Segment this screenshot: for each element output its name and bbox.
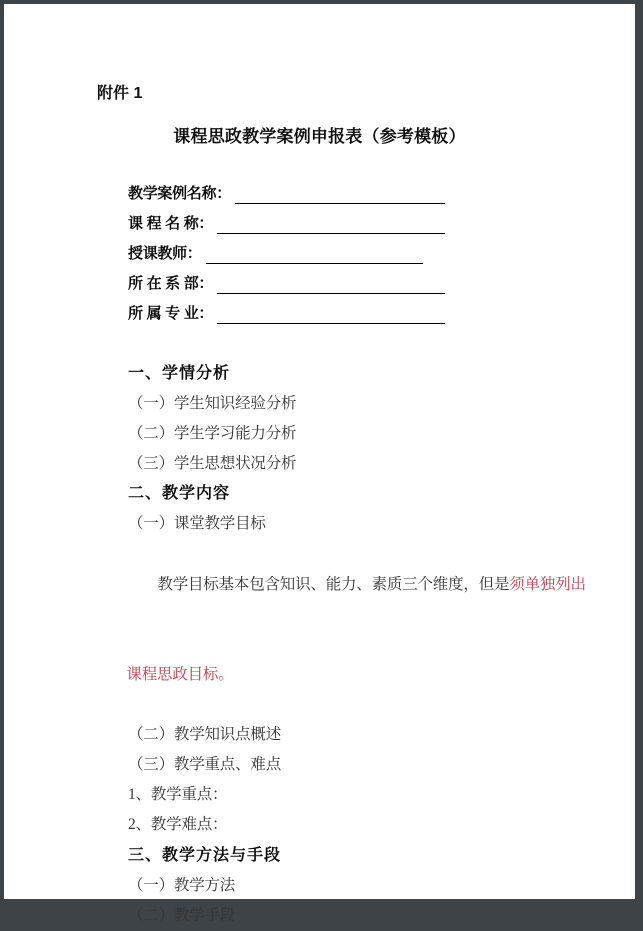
subsection-item: （一）教学方法: [128, 876, 236, 894]
numbered-item: 1、教学重点：: [128, 786, 228, 804]
form-row-major: [128, 304, 445, 334]
teacher-label: 授课教师：: [128, 245, 202, 262]
major-label: 所 属 专 业：: [128, 305, 214, 322]
application-form: [4, 184, 635, 334]
objective-paragraph-line-2: [97, 630, 583, 720]
attachment-label: 附件 1: [97, 85, 143, 102]
subsection-item: （三）学生思想状况分析: [128, 455, 297, 473]
highlighted-red-text: 须单独列出: [509, 575, 586, 593]
course-name-blank-field[interactable]: [217, 214, 445, 234]
course-name-label: 课 程 名 称：: [128, 215, 214, 232]
subsection-item: （二）学生学习能力分析: [128, 425, 297, 443]
teacher-blank-field[interactable]: [206, 244, 423, 264]
subsection-item: （二）教学手段: [128, 906, 236, 924]
case-name-label: 教学案例名称：: [128, 185, 231, 202]
subsection-item: （一）课堂教学目标: [128, 515, 266, 533]
subsection-item: （三）教学重点、难点: [128, 756, 282, 774]
highlighted-red-text: 课程思政目标。: [126, 665, 234, 683]
paragraph-text: 教学目标基本包含知识、能力、素质三个维度，但是: [157, 575, 510, 593]
case-name-blank-field[interactable]: [235, 184, 445, 204]
form-row-case-name: [128, 184, 445, 214]
numbered-item: 2、教学难点：: [128, 816, 228, 834]
document-title: 课程思政教学案例申报表（参考模板）: [173, 127, 466, 146]
section-heading-2: 二、教学内容: [128, 485, 231, 503]
document-page: [4, 4, 635, 924]
form-row-course-name: [128, 214, 445, 244]
section-heading-1: 一、学情分析: [128, 365, 231, 382]
subsection-item: （二）教学知识点概述: [128, 726, 282, 744]
section-heading-3: 三、教学方法与手段: [128, 846, 282, 864]
form-row-department: [128, 274, 445, 304]
objective-paragraph-line-1: [97, 540, 586, 630]
department-label: 所 在 系 部：: [128, 275, 214, 292]
subsection-item: （一）学生知识经验分析: [128, 395, 297, 413]
major-blank-field[interactable]: [217, 304, 445, 324]
department-blank-field[interactable]: [217, 274, 445, 294]
form-row-teacher: [128, 244, 423, 274]
document-body: [97, 359, 586, 931]
